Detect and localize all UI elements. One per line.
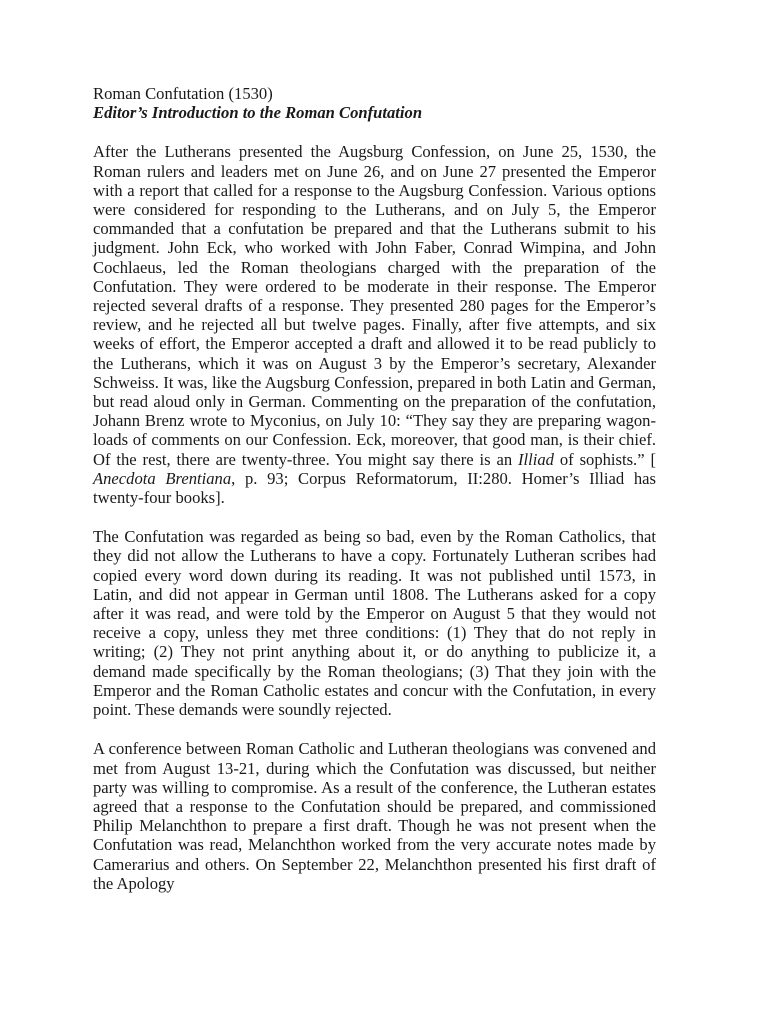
- document-title: Roman Confutation (1530): [93, 84, 273, 103]
- paragraph-1-text-c: , p. 93; Corpus Reformatorum, II:280. Homer’s Illiad has twenty-four books].: [93, 468, 656, 508]
- illiad-italic: Illiad: [518, 449, 554, 469]
- paragraph-1-text-b: of sophists.” [: [559, 449, 656, 469]
- paragraph-3: A conference between Roman Catholic and Lutheran theologians was convened and met from August 13-21, during which the Confutation was discussed, but neither party was willing to compromise. As a result of the conference, the Lutheran estates agreed that a response to the Confutation should be prepared, and commissioned Philip Melanchthon to prepare a first draft. Though he was not present when the Confutation was read, Melanchthon worked from the very accurate notes made by Camerarius and others. On September 22, Melanchthon presented his first draft of the Apology: [93, 739, 656, 893]
- anecdota-brentiana-italic: Anecdota Brentiana: [93, 468, 232, 488]
- paragraph-1-text-a: After the Lutherans presented the Augsburg Confession, on June 25, 1530, the Roman rulers and leaders met on June 26, and on June 27 presented the Emperor with a report that called for a response to the Augsburg Confession. Various options were considered for responding to the Lutherans, and on July 5, the Emperor commanded that a confutation be prepared and that the Lutherans submit to his judgment. John Eck, who worked with John Faber, Conrad Wimpina, and John Cochlaeus, led the Roman theologians charged with the preparation of the Confutation. They were ordered to be moderate in their response. The Emperor rejected several drafts of a response. They presented 280 pages for the Emperor’s review, and he rejected all but twelve pages. Finally, after five attempts, and six weeks of effort, the Emperor accepted a draft and allowed it to be read publicly to the Lutherans, which it was on August 3 by the Emperor’s secretary, Alexander Schweiss. It was, like the Augsburg Confession, prepared in both Latin and German, but read aloud only in German. Commenting on the preparation of the confutation, Johann Brenz wrote to Myconius, on July 10: “They say they are preparing wagon-loads of comments on our Confession. Eck, moreover, that good man, is their chief. Of the rest, there are twenty-three. You might say there is an: [93, 142, 656, 469]
- document-subtitle: Editor’s Introduction to the Roman Confutation: [93, 103, 423, 123]
- paragraph-1: [93, 142, 656, 507]
- paragraph-2: The Confutation was regarded as being so bad, even by the Roman Catholics, that they did not allow the Lutherans to have a copy. Fortunately Lutheran scribes had copied every word down during its reading. It was not published until 1573, in Latin, and did not appear in German until 1808. The Lutherans asked for a copy after it was read, and were told by the Emperor on August 5 that they would not receive a copy, unless they met three conditions: (1) They that do not reply in writing; (2) They not print anything about it, or do anything to publicize it, a demand made specifically by the Roman theologians; (3) That they join with the Emperor and the Roman Catholic estates and concur with the Confutation, in every point. These demands were soundly rejected.: [93, 527, 656, 720]
